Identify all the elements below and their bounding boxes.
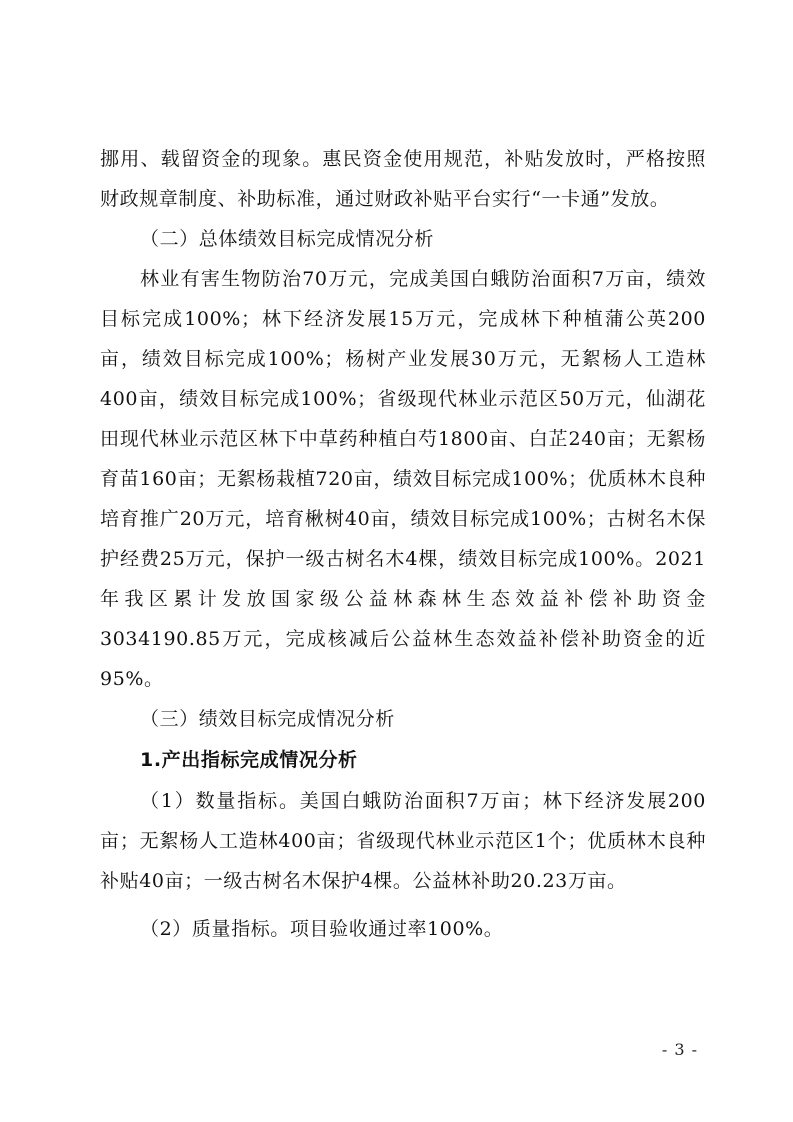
section-heading-overall-goals: （二）总体绩效目标完成情况分析 — [140, 228, 435, 250]
section-heading-goal-analysis: （三）绩效目标完成情况分析 — [140, 708, 395, 730]
document-body — [100, 139, 706, 949]
subsection-heading-output-indicators: 1.产出指标完成情况分析 — [140, 749, 358, 771]
spacer — [100, 901, 706, 909]
page-number: - 3 - — [661, 1040, 698, 1059]
paragraph-quality-indicators: （2）质量指标。项目验收通过率100%。 — [140, 918, 504, 940]
paragraph-fund-usage: 挪用、载留资金的现象。惠民资金使用规范，补贴发放时，严格按照财政规章制度、补助标准，通过财政补贴平台实行“一卡通”发放。 — [100, 148, 706, 210]
paragraph-overall-goals: 林业有害生物防治70万元，完成美国白蛾防治面积7万亩，绩效目标完成100%；林下经济发展15万元，完成林下种植蒲公英200亩，绩效目标完成100%；杨树产业发展30万元，无絮杨人工造林400亩，绩效目标完成100%；省级现代林业示范区50万元，仙湖花田现代林业示范区林下中草药种植白芍1800亩、白芷240亩；无絮杨育苗160亩；无絮杨栽植720亩，绩效目标完成100%；优质林木良种培育推广20万元，培育楸树40亩，绩效目标完成100%；古树名木保护经费25万元，保护一级古树名木4棵，绩效目标完成100%。2021年我区累计发放国家级公益林森林生态效益补偿补助资金3034190.85万元，完成核减后公益林生态效益补偿补助资金的近95%。 — [100, 268, 706, 690]
paragraph-quantity-indicators: （1）数量指标。美国白蛾防治面积7万亩；林下经济发展200亩；无絮杨人工造林400亩；省级现代林业示范区1个；优质林木良种补贴40亩；一级古树名木保护4棵。公益林补助20.23万亩。 — [100, 790, 706, 892]
